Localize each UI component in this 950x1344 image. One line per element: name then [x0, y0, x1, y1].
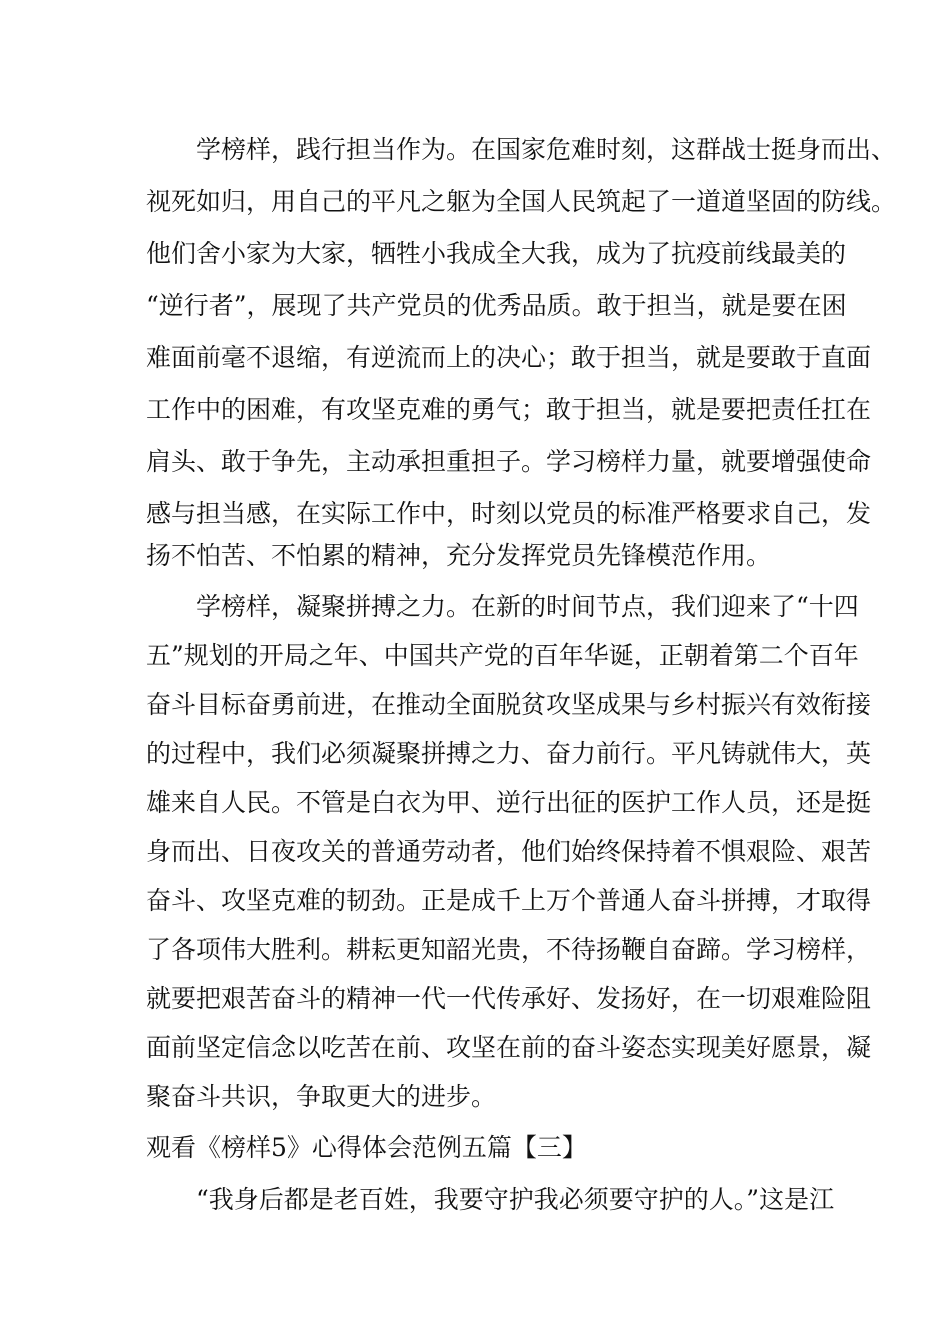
text-line: 身而出、日夜攻关的普通劳动者，他们始终保持着不惧艰险、艰苦: [146, 837, 872, 866]
text-line: 学榜样，凝聚拼搏之力。在新的时间节点，我们迎来了“十四: [146, 592, 859, 621]
section-heading: 观看《榜样5》心得体会范例五篇【三】: [146, 1133, 587, 1162]
text-line: 他们舍小家为大家，牺牲小我成全大我，成为了抗疫前线最美的: [146, 239, 847, 268]
text-line: 难面前毫不退缩，有逆流而上的决心；敢于担当，就是要敢于直面: [146, 343, 872, 372]
text-line: 肩头、敢于争先，主动承担重担子。学习榜样力量，就要增强使命: [146, 447, 872, 476]
text-line: 雄来自人民。不管是白衣为甲、逆行出征的医护工作人员，还是挺: [146, 788, 872, 817]
text-line: 聚奋斗共识，争取更大的进步。: [146, 1082, 497, 1111]
text-line: 了各项伟大胜利。耕耘更知韶光贵，不待扬鞭自奋蹄。学习榜样，: [146, 935, 872, 964]
text-line: 奋斗、攻坚克难的韧劲。正是成千上万个普通人奋斗拼搏，才取得: [146, 886, 872, 915]
text-line: 学榜样，践行担当作为。在国家危难时刻，这群战士挺身而出、: [146, 135, 897, 164]
text-line: 面前坚定信念以吃苦在前、攻坚在前的奋斗姿态实现美好愿景，凝: [146, 1033, 872, 1062]
text-line: 五”规划的开局之年、中国共产党的百年华诞，正朝着第二个百年: [146, 641, 859, 670]
text-line: 的过程中，我们必须凝聚拼搏之力、奋力前行。平凡铸就伟大，英: [146, 739, 872, 768]
text-line: 奋斗目标奋勇前进，在推动全面脱贫攻坚成果与乡村振兴有效衔接: [146, 690, 872, 719]
text-line: 视死如归，用自己的平凡之躯为全国人民筑起了一道道坚固的防线。: [146, 187, 897, 216]
text-line: 扬不怕苦、不怕累的精神，充分发挥党员先锋模范作用。: [146, 541, 772, 570]
text-line: “我身后都是老百姓，我要守护我必须要守护的人。”这是江: [146, 1185, 835, 1214]
text-line: 就要把艰苦奋斗的精神一代一代传承好、发扬好，在一切艰难险阻: [146, 984, 872, 1013]
text-line: 感与担当感，在实际工作中，时刻以党员的标准严格要求自己，发: [146, 499, 872, 528]
text-line: 工作中的困难，有攻坚克难的勇气；敢于担当，就是要把责任扛在: [146, 395, 872, 424]
text-line: “逆行者”，展现了共产党员的优秀品质。敢于担当，就是要在困: [146, 291, 847, 320]
